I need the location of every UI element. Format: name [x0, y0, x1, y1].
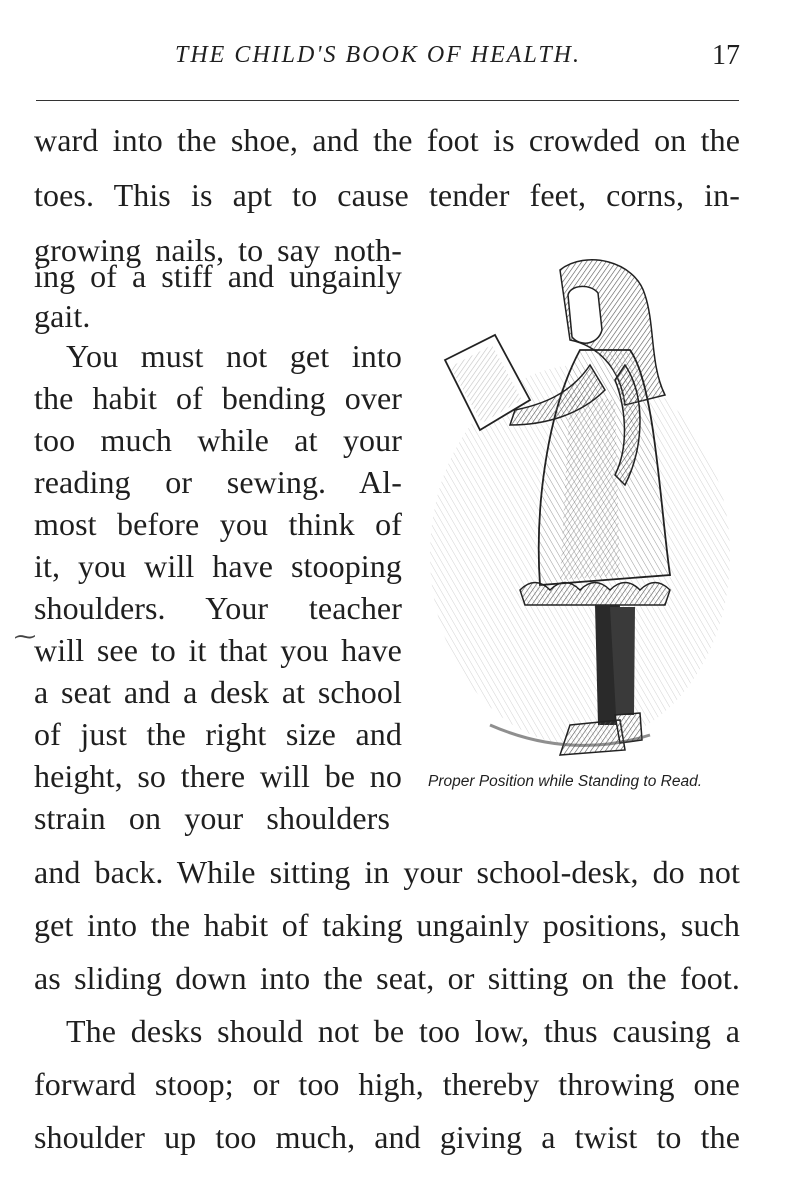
text-line: strain on your shoulders: [34, 800, 390, 836]
text-line: gait.: [34, 298, 91, 334]
text-line: of just the right size and: [34, 716, 402, 752]
girl-reading-illustration: [420, 255, 750, 765]
text-line: growing nails, to say noth-: [34, 232, 402, 268]
text-line: forward stoop; or too high, thereby throwing one: [34, 1066, 740, 1102]
text-line: too much while at your: [34, 422, 402, 458]
page-number: 17: [712, 40, 740, 71]
text-line: ing of a stiff and ungainly: [34, 258, 402, 294]
running-title: THE CHILD'S BOOK OF HEALTH.: [175, 42, 582, 68]
figure-caption: Proper Position while Standing to Read.: [428, 773, 702, 790]
text-line: ward into the shoe, and the foot is crowded on the: [34, 122, 740, 158]
text-line: the habit of bending over: [34, 380, 402, 416]
text-line: it, you will have stooping: [34, 548, 402, 584]
text-line: shoulder up too much, and giving a twist to the: [34, 1119, 740, 1155]
text-line: will see to it that you have: [34, 632, 402, 668]
text-line: toes. This is apt to cause tender feet, corns, in-: [34, 177, 740, 213]
text-line: most before you think of: [34, 506, 402, 542]
text-line: height, so there will be no: [34, 758, 402, 794]
margin-tick-icon: ⁓: [14, 624, 36, 649]
text-line: You must not get into: [66, 338, 402, 374]
text-line: reading or sewing. Al-: [34, 464, 402, 500]
text-line: a seat and a desk at school: [34, 674, 402, 710]
text-line: and back. While sitting in your school-desk, do not: [34, 854, 740, 890]
text-line: shoulders. Your teacher: [34, 590, 402, 626]
text-line: get into the habit of taking ungainly positions, such: [34, 907, 740, 943]
header-rule: [36, 100, 739, 101]
text-line: The desks should not be too low, thus causing a: [66, 1013, 740, 1049]
text-line: as sliding down into the seat, or sitting on the foot.: [34, 960, 740, 996]
page-header: [0, 42, 800, 82]
